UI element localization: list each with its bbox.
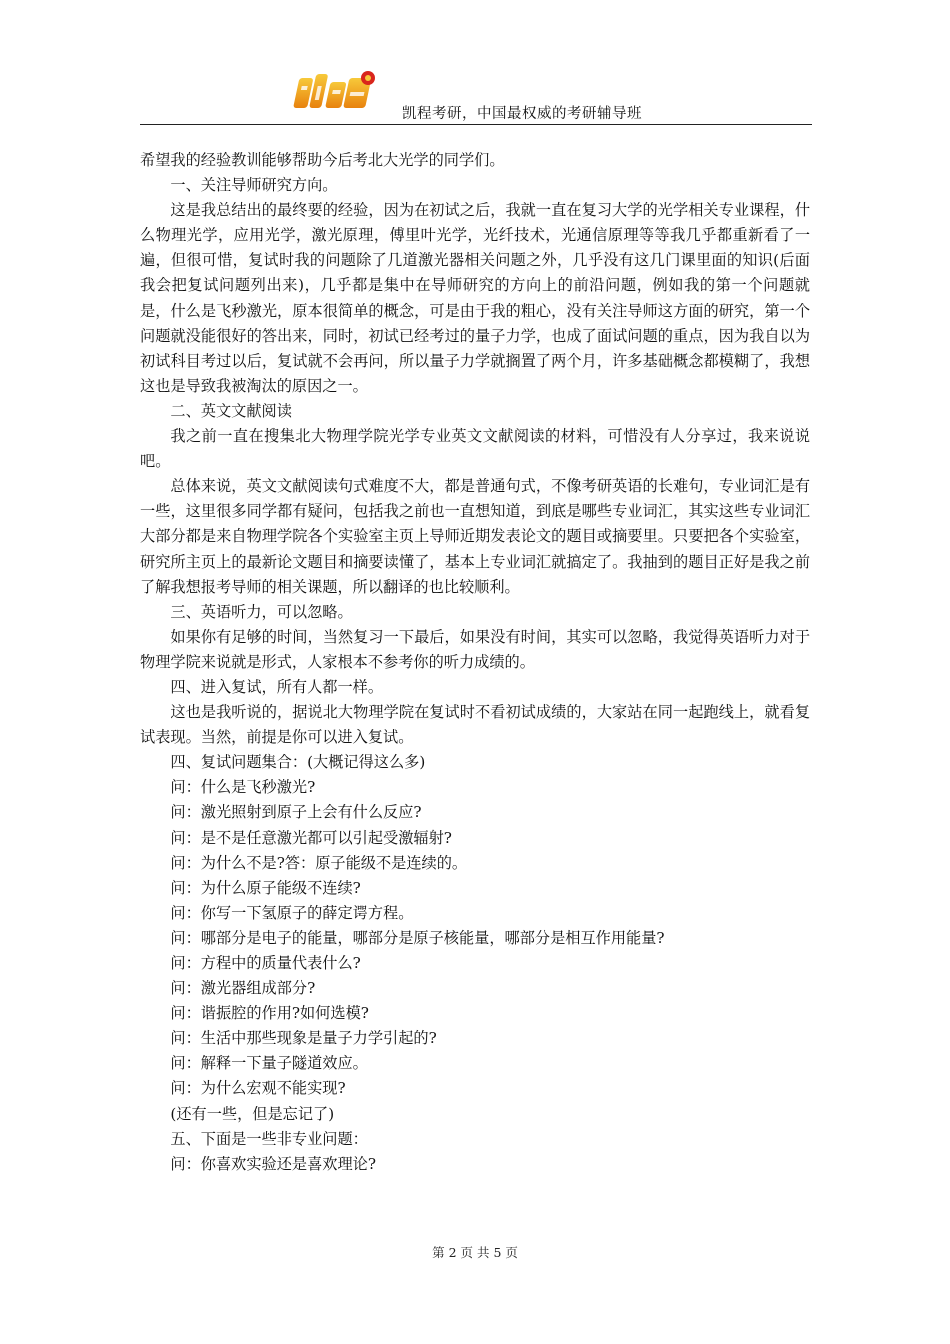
paragraph: 我之前一直在搜集北大物理学院光学专业英文文献阅读的材料，可惜没有人分享过，我来说说吧。	[140, 427, 810, 471]
question-item: 问：为什么原子能级不连续?	[170, 878, 361, 897]
header-tagline: 凯程考研，中国最权威的考研辅导班	[402, 106, 642, 122]
question-item: 问：你喜欢实验还是喜欢理论?	[170, 1154, 376, 1173]
question-item: 问：为什么不是?答：原子能级不是连续的。	[170, 853, 468, 872]
paragraph: 如果你有足够的时间，当然复习一下最后，如果没有时间，其实可以忽略，我觉得英语听力对于物理学院来说就是形式，人家根本不参考你的听力成绩的。	[140, 627, 810, 671]
paragraph: 这也是我听说的，据说北大物理学院在复试时不看初试成绩的，大家站在同一起跑线上，就看复试表现。当然，前提是你可以进入复试。	[140, 703, 810, 747]
section-heading-2: 二、英文文献阅读	[170, 401, 292, 420]
question-item: 问：什么是飞秒激光?	[170, 778, 316, 797]
paragraph: 总体来说，英文文献阅读句式难度不大，都是普通句式，不像考研英语的长难句，专业词汇是有一些，这里很多同学都有疑问，包括我之前也一直想知道，到底是哪些专业词汇，其实这些专业词汇大部分都是来自物理学院各个实验室主页上导师近期发表论文的题目或摘要里。只要把各个实验室，研究所主页上的最新论文题目和摘要读懂了，基本上专业词汇就搞定了。我抽到的题目正好是我之前了解我想报考导师的相关课题，所以翻译的也比较顺利。	[140, 477, 810, 596]
document-body	[140, 148, 810, 1177]
question-item: 问：激光照射到原子上会有什么反应?	[170, 803, 422, 822]
paragraph-intro: 希望我的经验教训能够帮助今后考北大光学的同学们。	[140, 151, 505, 169]
question-item: 问：谐振腔的作用?如何选模?	[170, 1004, 369, 1023]
section-heading-5: 四、复试问题集合：(大概记得这么多)	[170, 753, 426, 772]
section-heading-3: 三、英语听力，可以忽略。	[170, 602, 353, 621]
section-heading-6: 五、下面是一些非专业问题：	[170, 1129, 368, 1148]
kaicheng-logo	[288, 66, 388, 118]
page-footer: 第 2 页 共 5 页	[432, 1245, 518, 1260]
question-item: 问：方程中的质量代表什么?	[170, 954, 361, 972]
question-item: 问：哪部分是电子的能量，哪部分是原子核能量，哪部分是相互作用能量?	[170, 928, 665, 947]
question-item: 问：你写一下氢原子的薛定谔方程。	[170, 903, 414, 922]
question-item: 问：激光器组成部分?	[170, 979, 316, 998]
paragraph: 这是我总结出的最终要的经验，因为在初试之后，我就一直在复习大学的光学相关专业课程，什么物理光学，应用光学，激光原理，傅里叶光学，光纤技术，光通信原理等等我几乎都重新看了一遍，但很可惜，复试时我的问题除了几道激光器相关问题之外，几乎没有这几门课里面的知识(后面我会把复试问题列出来)，几乎都是集中在导师研究的方向上的前沿问题，例如我的第一个问题就是，什么是飞秒激光，原本很简单的概念，可是由于我的粗心，没有关注导师这方面的研究，第一个问题就没能很好的答出来，同时，初试已经考过的量子力学，也成了面试问题的重点，因为我自以为初试科目考过以后，复试就不会再问，所以量子力学就搁置了两个月，许多基础概念都模糊了，我想这也是导致我被淘汰的原因之一。	[140, 201, 810, 395]
note-item: (还有一些，但是忘记了)	[170, 1104, 335, 1123]
page-header	[140, 66, 812, 125]
question-item: 问：解释一下量子隧道效应。	[170, 1054, 368, 1073]
question-item: 问：生活中那些现象是量子力学引起的?	[170, 1029, 437, 1048]
section-heading-4: 四、进入复试，所有人都一样。	[170, 677, 384, 696]
question-item: 问：为什么宏观不能实现?	[170, 1079, 346, 1098]
section-heading-1: 一、关注导师研究方向。	[170, 176, 338, 195]
question-item: 问：是不是任意激光都可以引起受激辐射?	[170, 828, 452, 847]
